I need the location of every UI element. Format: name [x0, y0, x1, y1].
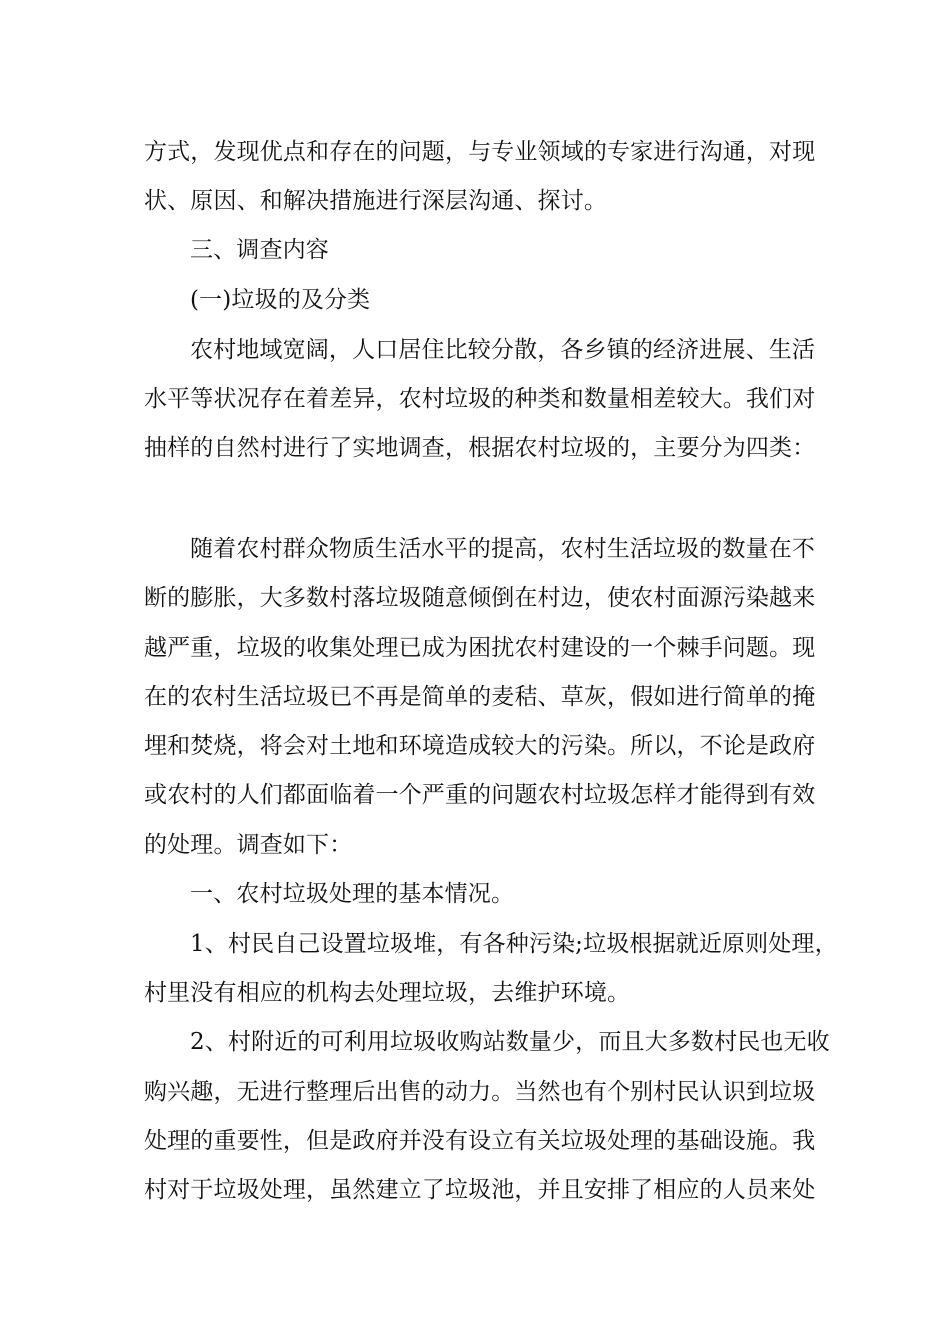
text-line: 村对于垃圾处理，虽然建立了垃圾池，并且安排了相应的人员来处	[144, 1177, 816, 1203]
subsection-heading: (一)垃圾的及分类	[190, 287, 371, 313]
text-line: 2、村附近的可利用垃圾收购站数量少，而且大多数村民也无收	[190, 1029, 830, 1055]
text-line: 购兴趣，无进行整理后出售的动力。当然也有个别村民认识到垃圾	[144, 1079, 816, 1105]
text-line: 在的农村生活垃圾已不再是简单的麦秸、草灰，假如进行简单的掩	[144, 684, 816, 710]
text-line: 或农村的人们都面临着一个严重的问题农村垃圾怎样才能得到有效	[144, 782, 816, 808]
text-line: 抽样的自然村进行了实地调查，根据农村垃圾的，主要分为四类：	[144, 435, 816, 461]
text-line: 处理的重要性，但是政府并没有设立有关垃圾处理的基础设施。我	[144, 1128, 816, 1154]
text-line: 的处理。调查如下：	[144, 832, 353, 858]
text-line: 方式，发现优点和存在的问题，与专业领域的专家进行沟通，对现	[144, 139, 816, 165]
text-line: 1、村民自己设置垃圾堆，有各种污染;垃圾根据就近原则处理，	[190, 931, 838, 957]
text-line: 状、原因、和解决措施进行深层沟通、探讨。	[144, 188, 607, 214]
section-heading: 一、农村垃圾处理的基本情况。	[190, 881, 515, 907]
text-line: 水平等状况存在着差异，农村垃圾的种类和数量相差较大。我们对	[144, 386, 816, 412]
text-line: 村里没有相应的机构去处理垃圾，去维护环境。	[144, 980, 631, 1006]
text-line: 埋和焚烧，将会对土地和环境造成较大的污染。所以，不论是政府	[144, 733, 816, 759]
text-line: 随着农村群众物质生活水平的提高，农村生活垃圾的数量在不	[190, 536, 816, 562]
text-line: 越严重，垃圾的收集处理已成为困扰农村建设的一个棘手问题。现	[144, 635, 816, 661]
text-line: 农村地域宽阔，人口居住比较分散，各乡镇的经济进展、生活	[190, 337, 816, 363]
section-heading: 三、调查内容	[190, 237, 329, 263]
text-line: 断的膨胀，大多数村落垃圾随意倾倒在村边，使农村面源污染越来	[144, 585, 816, 611]
